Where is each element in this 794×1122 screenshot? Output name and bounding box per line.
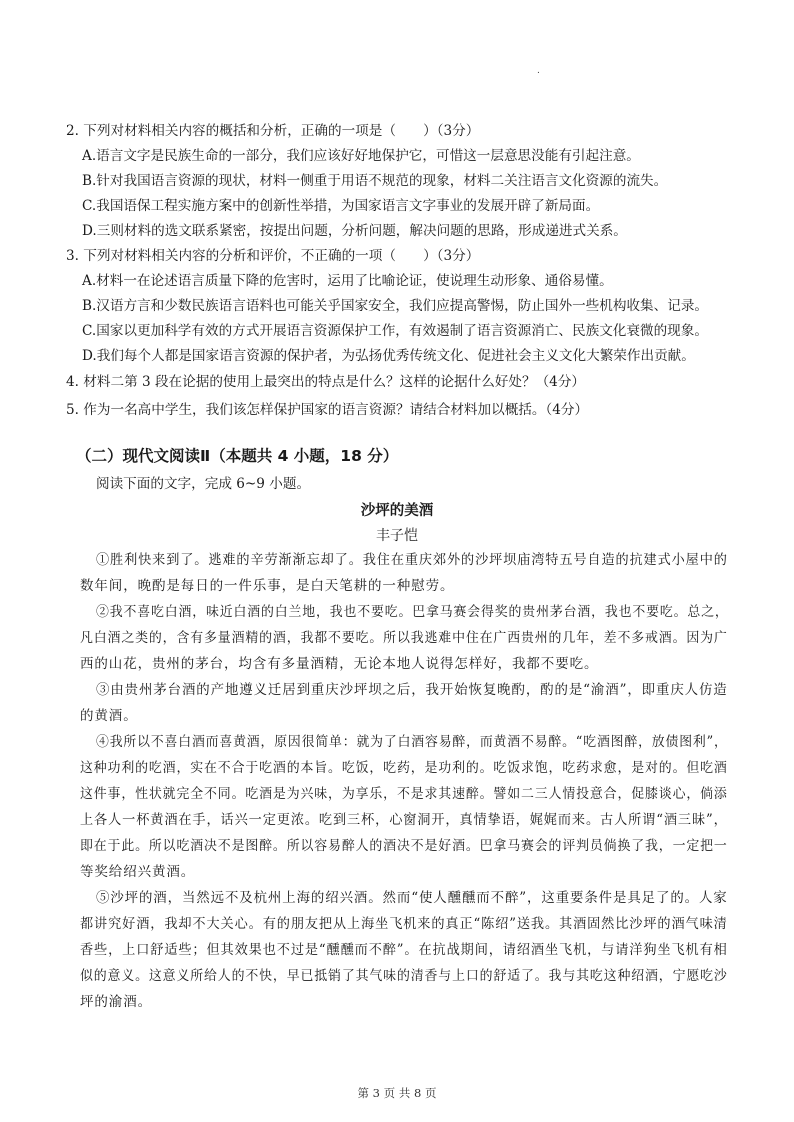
article-line: 都讲究好酒，我却不大关心。有的朋友把从上海坐飞机来的真正“陈绍”送我。其酒固然比沙坪的酒气味清 <box>80 916 728 932</box>
article-line: ①胜利快来到了。逃难的辛劳渐渐忘却了。我住在重庆郊外的沙坪坝庙湾特五号自造的抗建式小屋中的 <box>96 552 728 568</box>
question-5-stem-visible: 5. 作为一名高中学生，我们该怎样保护国家的语言资源？请结合材料加以概括。（4分） <box>66 402 589 418</box>
article-line: 等奖给绍兴黄酒。 <box>80 864 196 880</box>
article-line: 这件事，性状就完全不同。吃酒是为兴味，为享乐，不是求其速醉。譬如二三人情投意合，促膝谈心，倘添 <box>80 786 728 802</box>
article-line: 凡白酒之类的，含有多量酒精的酒，我都不要吃。所以我逃难中住在广西贵州的几年，差不多戒酒。因为广 <box>80 630 728 646</box>
article-line: 西的山花，贵州的茅台，均含有多量酒精，无论本地人说得怎样好，我都不要吃。 <box>80 656 599 672</box>
q3-option-a: A.材料一在论述语言质量下降的危害时，运用了比喻论证，使说理生动形象、通俗易懂。 <box>82 273 613 289</box>
article-line: 数年间，晚酌是每日的一件乐事，是白天笔耕的一种慰劳。 <box>80 578 455 594</box>
question-4-stem: 4. 材料二第 3 段在论据的使用上最突出的特点是什么？这样的论据什么好处？（4分） <box>66 374 586 390</box>
page-footer: 第 3 页 共 8 页 <box>357 1086 437 1100</box>
article-line: ④我所以不喜白酒而喜黄酒，原因很简单：就为了白酒容易醉，而黄酒不易醉。“吃酒图醉，放债图利”， <box>96 734 728 750</box>
question-3-stem: 3. 下列对材料相关内容的分析和评价，不正确的一项（ ）（3分） <box>66 248 480 264</box>
article-title: 沙坪的美酒 <box>360 503 434 519</box>
article-line: 香些，上口舒适些；但其效果也不过是“醺醺而不醉”。在抗战期间，请绍酒坐飞机，与请洋狗坐飞机有相 <box>80 942 728 958</box>
article-author: 丰子恺 <box>376 528 418 544</box>
article-line: 似的意义。这意义所给人的不快，早已抵销了其气味的清香与上口的舒适了。我与其吃这种绍酒，宁愿吃沙 <box>80 968 728 984</box>
article-line: 上各人一杯黄酒在手，话兴一定更浓。吃到三杯，心窗洞开，真情挚语，娓娓而来。古人所谓“酒三昧”， <box>80 812 728 828</box>
q3-option-b: B.汉语方言和少数民族语言语料也可能关乎国家安全，我们应提高警惕，防止国外一些机构收集、记录。 <box>82 298 709 314</box>
header-dot: . <box>537 66 540 76</box>
article-line: ⑤沙坪的酒，当然远不及杭州上海的绍兴酒。然而“使人醺醺而不醉”，这重要条件是具足了的。人家 <box>96 890 728 906</box>
article-line: ③由贵州茅台酒的产地遵义迁居到重庆沙坪坝之后，我开始恢复晚酌，酌的是“渝酒”，即重庆人仿造 <box>96 682 728 698</box>
section-heading: （二）现代文阅读Ⅱ（本题共 4 小题，18 分） <box>76 447 399 465</box>
article-line: 即在于此。所以吃酒决不是图醉。所以容易醉人的酒决不是好酒。巴拿马赛会的评判员倘换了我，一定把一 <box>80 838 728 854</box>
q3-option-d: D.我们每个人都是国家语言资源的保护者，为弘扬优秀传统文化、促进社会主义文化大繁荣作出贡献。 <box>82 348 695 364</box>
question-2-stem: 2. 下列对材料相关内容的概括和分析，正确的一项是（ ）（3分） <box>66 123 480 139</box>
article-line: ②我不喜吃白酒，味近白酒的白兰地，我也不要吃。巴拿马赛会得奖的贵州茅台酒，我也不要吃。总之， <box>96 604 729 620</box>
article-line: 的黄酒。 <box>80 708 138 724</box>
q2-option-a: A.语言文字是民族生命的一部分，我们应该好好地保护它，可惜这一层意思没能有引起注意。 <box>82 148 640 164</box>
article-line: 这种功利的吃酒，实在不合于吃酒的本旨。吃饭，吃药，是功利的。吃饭求饱，吃药求愈，是对的。但吃酒 <box>80 760 728 776</box>
q2-option-c: C.我国语保工程实施方案中的创新性举措，为国家语言文字事业的发展开辟了新局面。 <box>82 198 600 214</box>
q3-option-c: C.国家以更加科学有效的方式开展语言资源保护工作，有效遏制了语言资源消亡、民族文化衰微的现象。 <box>82 323 708 339</box>
section-instruction: 阅读下面的文字，完成 6~9 小题。 <box>96 476 311 492</box>
q2-option-b: B.针对我国语言资源的现状，材料一侧重于用语不规范的现象，材料二关注语言文化资源的流失。 <box>82 173 668 189</box>
article-line: 坪的渝酒。 <box>80 994 152 1010</box>
q2-option-d: D.三则材料的选文联系紧密，按提出问题，分析问题，解决问题的思路，形成递进式关系。 <box>82 223 627 239</box>
